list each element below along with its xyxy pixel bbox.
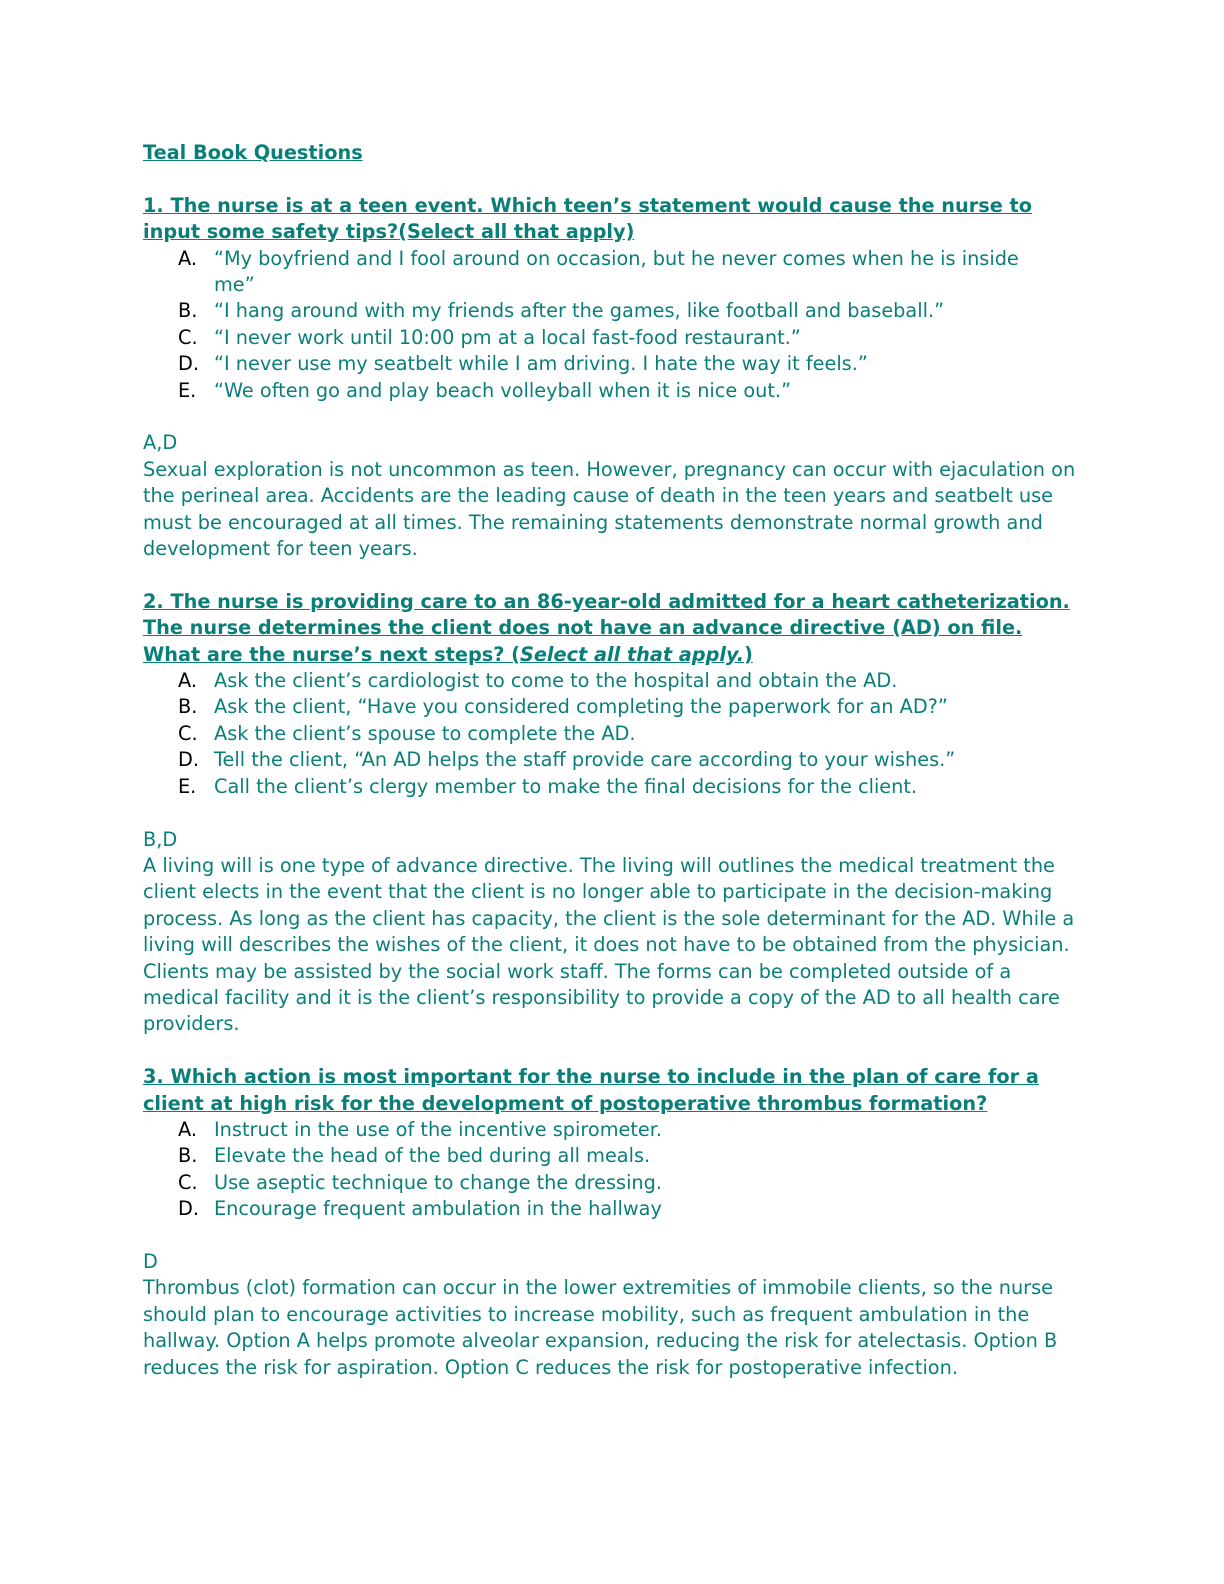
rationale-text: Thrombus (clot) formation can occur in the lower extremities of immobile clients, so the nurse should plan to encourage activities to increase mobility, such as frequent ambulation in the hallway. Option A helps promote alveolar expansion, reducing the risk for atelectasis. Option B reduces the risk for aspiration. Option C reduces the risk for postoperative infection. — [143, 1276, 1058, 1379]
answer-key: B,D — [143, 827, 178, 851]
option-item — [143, 1170, 1083, 1196]
question-stem-end: ) — [744, 642, 753, 666]
option-letter: B. — [178, 695, 198, 719]
question-3 — [143, 1064, 1083, 1381]
options-list — [143, 1117, 1083, 1223]
option-text: Ask the client’s spouse to complete the AD. — [214, 721, 636, 745]
option-text: Tell the client, “An AD helps the staff provide care according to your wishes.” — [214, 748, 956, 772]
option-letter: B. — [178, 1144, 198, 1168]
rationale-text: Sexual exploration is not uncommon as teen. However, pregnancy can occur with ejaculation on the perineal area. Accidents are the leading cause of death in the teen years and seatbelt use must be encouraged at all times. The remaining statements demonstrate normal growth and development for teen years. — [143, 457, 1076, 561]
option-item — [143, 747, 1083, 773]
option-item — [143, 774, 1083, 800]
option-letter: C. — [178, 1170, 198, 1194]
option-text: Ask the client, “Have you considered completing the paperwork for an AD?” — [214, 695, 948, 719]
option-item — [143, 351, 1083, 377]
option-item — [143, 721, 1083, 747]
option-text: “I hang around with my friends after the games, like football and baseball.” — [214, 299, 945, 323]
question-stem-italic: Select all that apply. — [519, 642, 745, 666]
option-letter: D. — [178, 352, 199, 376]
question-2 — [143, 589, 1083, 1038]
question-stem: 1. The nurse is at a teen event. Which teen’s statement would cause the nurse to input some safety tips?(Select all that apply) — [143, 193, 1032, 244]
answer-key: A,D — [143, 431, 178, 455]
option-item — [143, 378, 1083, 404]
option-letter: C. — [178, 721, 198, 745]
option-letter: E. — [178, 378, 197, 402]
question-stem — [143, 589, 1083, 668]
option-item — [143, 1196, 1083, 1222]
question-stem-main: 2. The nurse is providing care to an 86-year-old admitted for a heart catheterization. The nurse determines the client does not have an advance directive (AD) on file. What are the nurse’s next steps? ( — [143, 589, 1070, 666]
document-page — [143, 140, 1083, 1407]
option-item — [143, 668, 1083, 694]
options-list — [143, 246, 1083, 404]
option-text: Ask the client’s cardiologist to come to the hospital and obtain the AD. — [214, 669, 898, 693]
options-list — [143, 668, 1083, 800]
option-text: “I never use my seatbelt while I am driving. I hate the way it feels.” — [214, 352, 868, 376]
answer-key: D — [143, 1249, 158, 1273]
option-letter: D. — [178, 748, 199, 772]
rationale-text: A living will is one type of advance directive. The living will outlines the medical treatment the client elects in the event that the client is no longer able to participate in the decision-making process. As long as the client has capacity, the client is the sole determinant for the AD. While a living will describes the wishes of the client, it does not have to be obtained from the physician. Clients may be assisted by the social work staff. The forms can be completed outside of a medical facility and it is the client’s responsibility to provide a copy of the AD to all health care providers. — [143, 853, 1075, 1036]
option-item — [143, 325, 1083, 351]
option-item — [143, 1143, 1083, 1169]
option-item — [143, 694, 1083, 720]
option-letter: B. — [178, 299, 198, 323]
option-letter: A. — [178, 1117, 197, 1141]
option-text: Use aseptic technique to change the dressing. — [214, 1170, 663, 1194]
option-text: “My boyfriend and I fool around on occasion, but he never comes when he is inside me” — [214, 246, 1019, 297]
option-item — [143, 298, 1083, 324]
question-stem: 3. Which action is most important for the nurse to include in the plan of care for a client at high risk for the development of postoperative thrombus formation? — [143, 1065, 1039, 1115]
option-letter: A. — [178, 669, 197, 693]
option-item — [143, 246, 1083, 299]
option-item — [143, 1117, 1083, 1143]
option-text: Encourage frequent ambulation in the hallway — [214, 1197, 662, 1221]
option-text: Instruct in the use of the incentive spirometer. — [214, 1117, 663, 1141]
option-letter: D. — [178, 1197, 199, 1221]
option-text: “I never work until 10:00 pm at a local fast-food restaurant.” — [214, 325, 801, 349]
option-text: Elevate the head of the bed during all meals. — [214, 1144, 651, 1168]
option-letter: A. — [178, 246, 197, 270]
option-text: “We often go and play beach volleyball when it is nice out.” — [214, 378, 792, 402]
document-title: Teal Book Questions — [143, 141, 363, 164]
option-text: Call the client’s clergy member to make the final decisions for the client. — [214, 774, 918, 798]
option-letter: E. — [178, 774, 197, 798]
question-1 — [143, 193, 1083, 563]
option-letter: C. — [178, 325, 198, 349]
